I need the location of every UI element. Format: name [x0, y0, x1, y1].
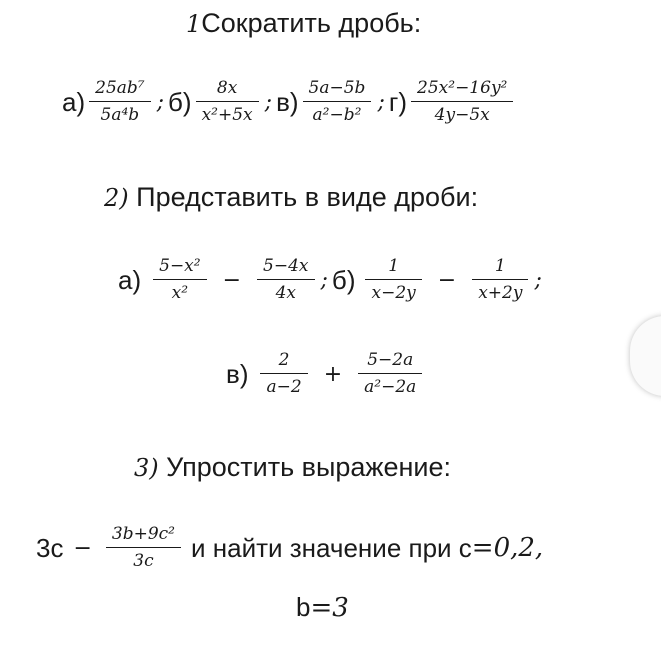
- task3-fraction: [106, 526, 181, 570]
- task3-number: 3): [134, 454, 159, 482]
- task2-title: Представить в виде дроби:: [136, 182, 479, 212]
- task2-v-label: в): [226, 358, 249, 389]
- task2-a-f2-denominator: 4x: [275, 283, 296, 303]
- separator: ;: [377, 89, 385, 115]
- task2-a-label: а): [118, 264, 142, 295]
- task2-b-f1-denominator: x−2y: [371, 283, 416, 303]
- task3-expression: [36, 526, 543, 570]
- task2-row1: [118, 258, 546, 302]
- task3-denominator: 3c: [133, 551, 154, 571]
- task3-condition-b: =3: [310, 593, 349, 623]
- task1-b-label: б): [168, 86, 192, 117]
- task2-v-f2-denominator: a²−2a: [364, 377, 417, 397]
- task2-v-fraction1: [260, 352, 307, 396]
- task3-numerator: 3b+9c²: [111, 524, 176, 544]
- task1-b-numerator: 8x: [216, 78, 238, 98]
- task2-a-f2-numerator: 5−4x: [263, 256, 309, 276]
- task2-b-f2-numerator: 1: [494, 256, 506, 276]
- task2-v-fraction2: [358, 352, 422, 396]
- separator: ;: [156, 89, 165, 115]
- task1-v-label: в): [276, 86, 299, 117]
- task2-a-fraction2: [257, 258, 314, 302]
- task2-b-fraction2: [472, 258, 528, 302]
- task3-heading: [134, 452, 451, 483]
- side-scroll-handle[interactable]: [630, 316, 661, 396]
- minus-operator: −: [222, 267, 242, 293]
- task2-row2: [226, 352, 426, 396]
- task1-v-numerator: 5a−5b: [308, 78, 366, 98]
- task3-b-letter: b: [296, 592, 311, 622]
- task3-condition-b-line: [296, 592, 349, 623]
- task3-lead-term: 3c: [36, 532, 64, 563]
- task1-heading: [186, 8, 421, 39]
- task1-expressions: [62, 80, 517, 124]
- task2-a-f1-denominator: x²: [171, 283, 189, 303]
- task2-a-f1-numerator: 5−x²: [159, 256, 201, 276]
- plus-operator: +: [323, 361, 343, 387]
- task1-g-numerator: 25x²−16y²: [417, 78, 508, 98]
- task1-g-fraction: [411, 80, 513, 124]
- task1-a-denominator: 5a⁴b: [100, 105, 140, 125]
- task2-b-f2-denominator: x+2y: [478, 283, 523, 303]
- task2-number: 2): [104, 184, 129, 212]
- task3-instruction: и найти значение при c: [191, 532, 472, 563]
- separator: ;: [534, 267, 542, 293]
- task1-g-denominator: 4y−5x: [434, 105, 490, 125]
- task1-v-fraction: [303, 80, 372, 124]
- separator: ;: [264, 89, 273, 115]
- task2-v-f1-denominator: a−2: [266, 377, 302, 397]
- task1-number: 1: [186, 10, 202, 38]
- task2-v-f2-numerator: 5−2a: [367, 350, 414, 370]
- task2-b-f1-numerator: 1: [388, 256, 400, 276]
- task2-b-label: б): [331, 264, 356, 295]
- task1-v-denominator: a²−b²: [312, 105, 362, 125]
- task1-a-numerator: 25ab⁷: [95, 78, 145, 98]
- task1-b-denominator: x²+5x: [201, 105, 253, 125]
- minus-operator: −: [437, 267, 457, 293]
- task1-title: Сократить дробь:: [201, 8, 422, 38]
- task1-a-fraction: [89, 80, 150, 124]
- task1-a-label: а): [62, 86, 86, 117]
- task1-b-fraction: [196, 80, 259, 124]
- task2-v-f1-numerator: 2: [278, 350, 290, 370]
- task2-a-fraction1: [153, 258, 206, 302]
- task2-b-fraction1: [365, 258, 421, 302]
- task3-condition-c: =0,2,: [471, 533, 544, 563]
- separator: ;: [320, 267, 328, 293]
- task2-heading: [104, 182, 478, 213]
- task3-title: Упростить выражение:: [166, 452, 452, 482]
- minus-operator: −: [73, 535, 92, 561]
- task1-g-label: г): [388, 86, 408, 117]
